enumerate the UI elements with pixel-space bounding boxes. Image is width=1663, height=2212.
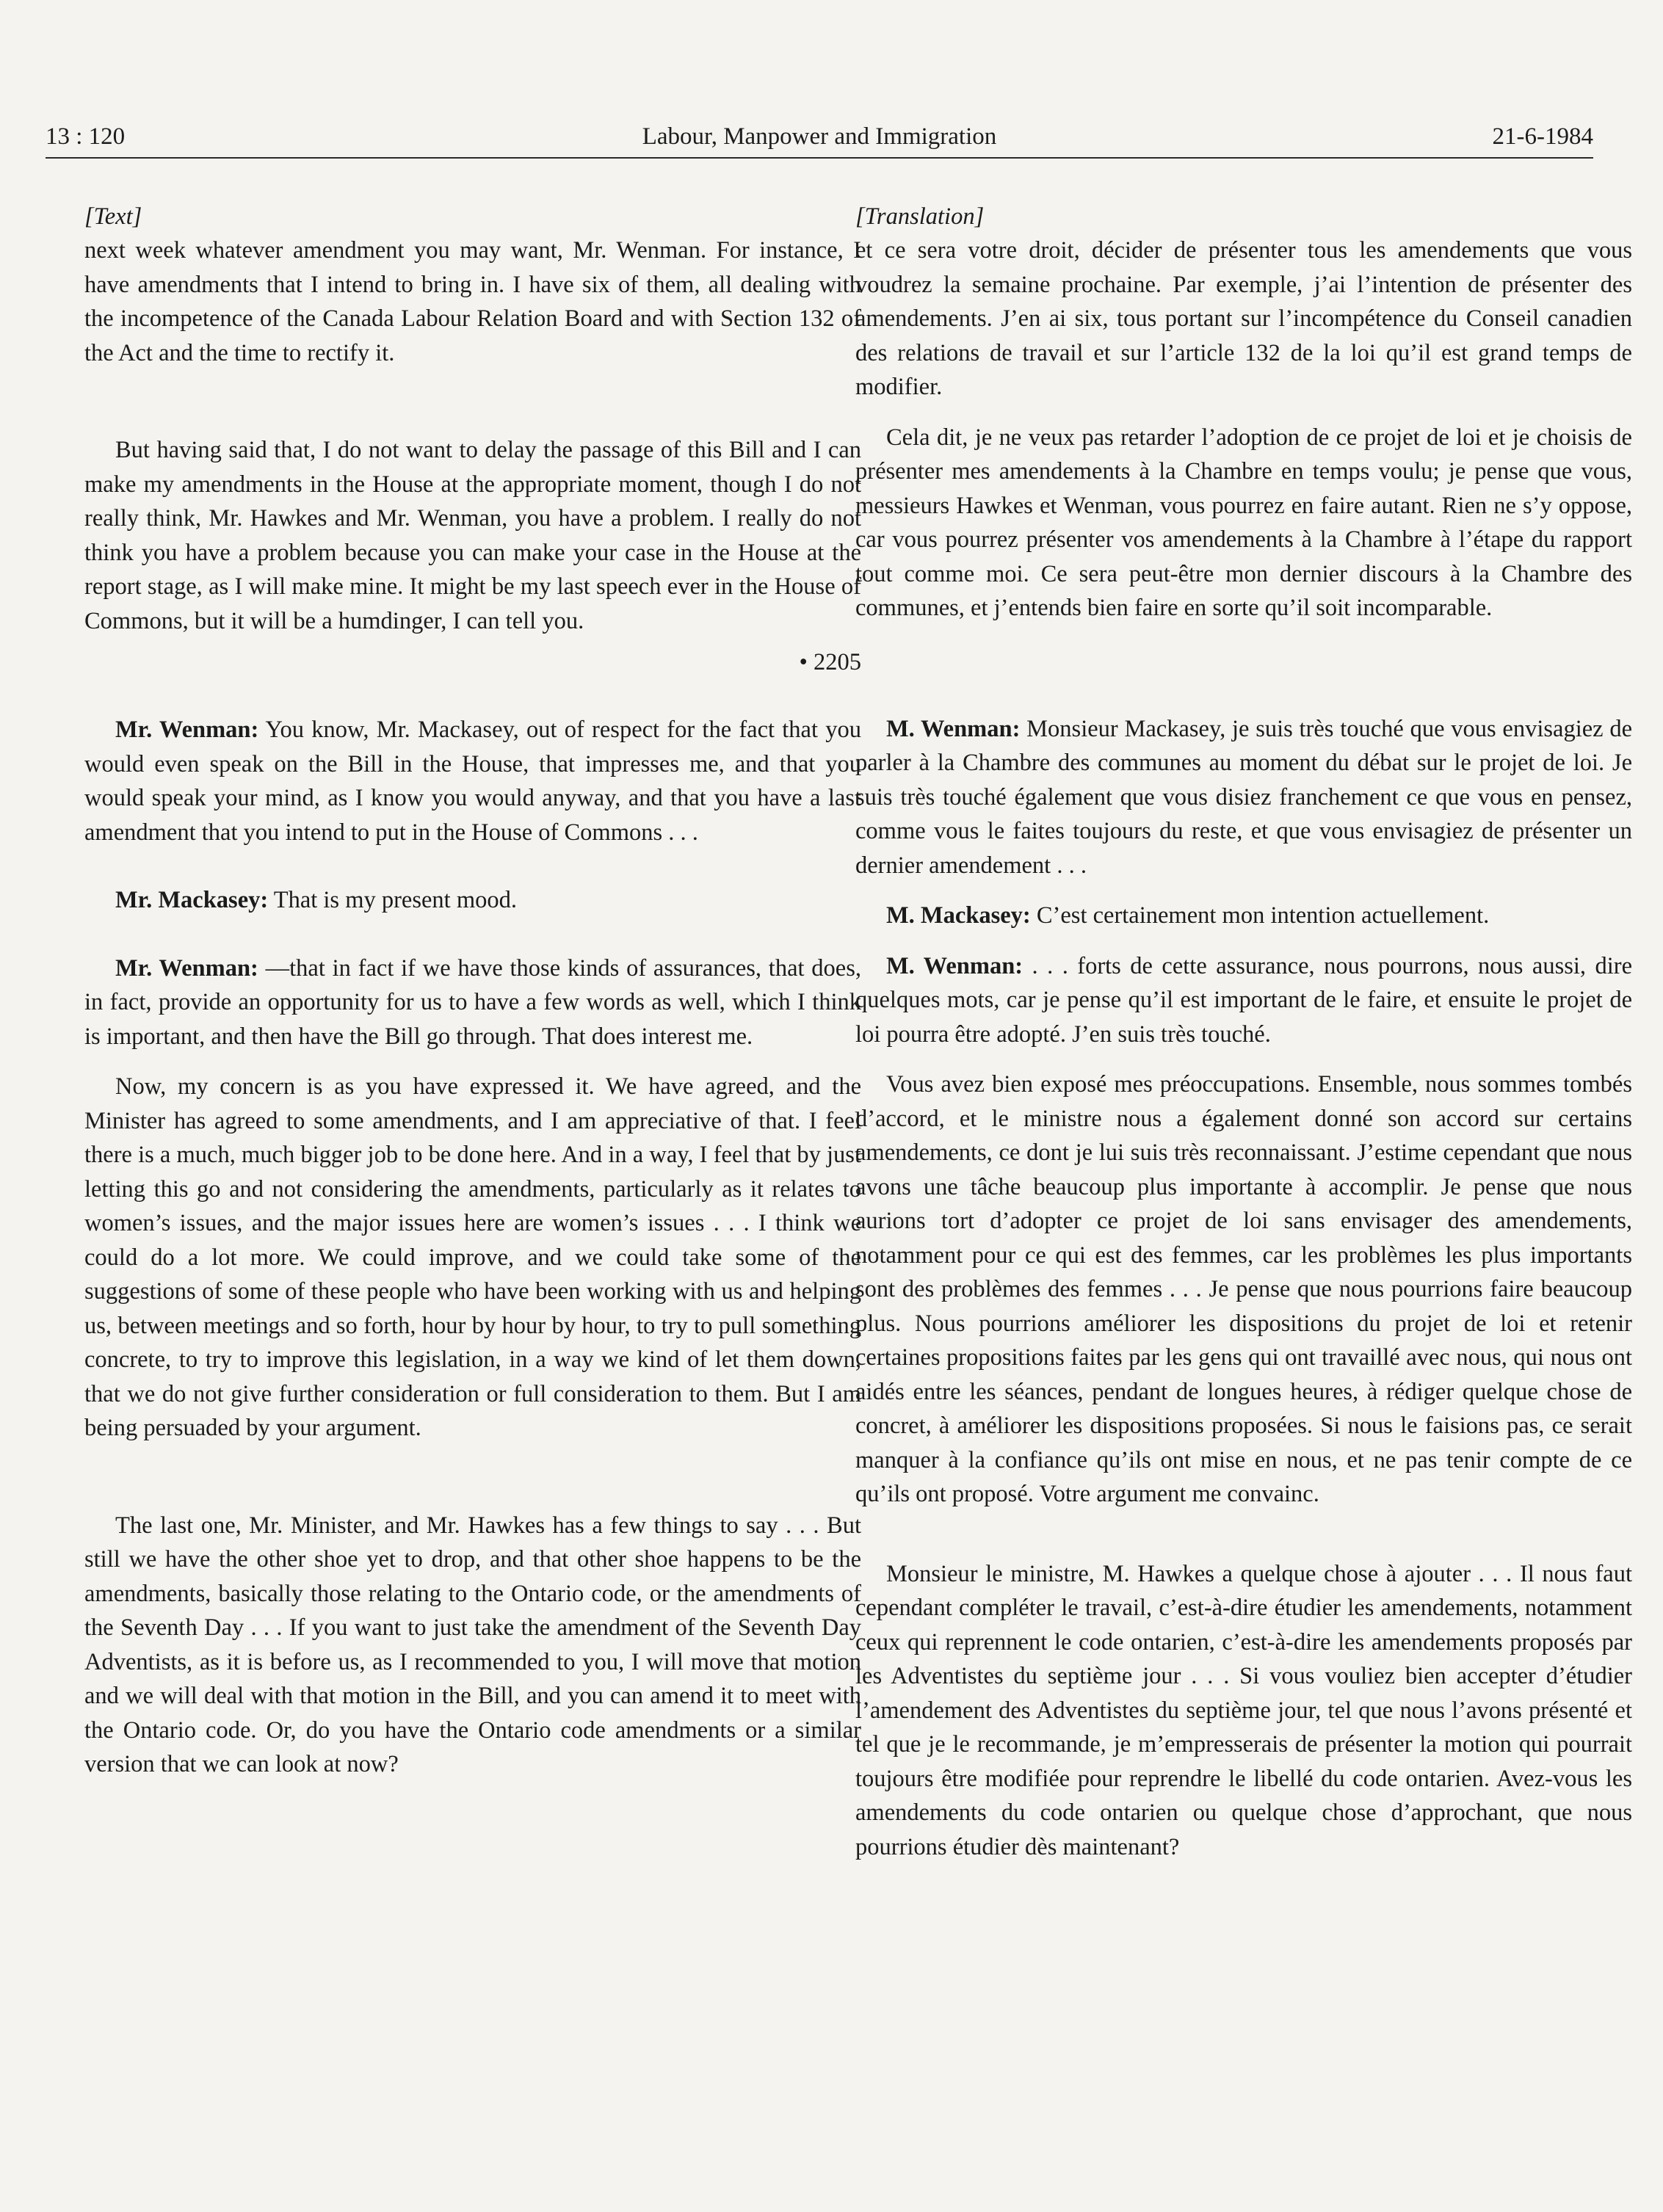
- speech-text: That is my present mood.: [268, 887, 517, 913]
- paragraph-5: [855, 949, 1632, 1052]
- speaker-name: M. Mackasey:: [886, 902, 1031, 929]
- paragraph-3: [84, 713, 861, 849]
- speech-text: You know, Mr. Mackasey, out of respect for the fact that you would even speak on the Bill in the House, that impresses me, and that you would speak your mind, as I know you would anyway, and that you have a last amendment that you intend to put in the House of Commons . . .: [84, 717, 861, 846]
- time-marker: • 2205: [799, 649, 861, 675]
- paragraph-4: [84, 883, 861, 918]
- publication-title: Labour, Manpower and Immigration: [642, 123, 997, 150]
- paragraph-2: Cela dit, je ne veux pas retarder l’adoption de ce projet de loi et je choisis de présenter mes amendements à la Chambre en temps voulu; je pense que vous, messieurs Hawkes et Wenman, vous pourrez en faire autant. Rien ne s’y oppose, car vous pourrez présenter vos amendements à la Chambre à l’étape du rapport tout comme moi. Ce sera peut-être mon dernier discours à la Chambre des communes, et j’entends bien faire en sorte qu’il soit incomparable.: [855, 424, 1632, 621]
- paragraph-6: Now, my concern is as you have expressed it. We have agreed, and the Minister has agreed to some amendments, and I am appreciative of that. I feel there is a much, much bigger job to be done here. And in a way, I feel that by just letting this go and not considering the amendments, particularly as it relates to women’s issues, and the major issues here are women’s issues . . . I think we could do a lot more. We could improve, and we could take some of the suggestions of some of these people who have been working with us and helping us, between meetings and so forth, hour by hour by hour, to try to pull something concrete, to try to improve this legislation, in a way we kind of let them down, that we do not give further consideration or full consideration to them. But I am being persuaded by your argument.: [84, 1073, 861, 1441]
- speech-text: C’est certainement mon intention actuellement.: [1030, 902, 1490, 929]
- speech-text: —that in fact if we have those kinds of assurances, that does, in fact, provide an opportunity for us to have a few words as well, which I think is important, and then have the Bill go through. That does interest me.: [84, 954, 861, 1050]
- translation-tag: [Translation]: [855, 203, 985, 230]
- speaker-name: Mr. Wenman:: [115, 954, 258, 982]
- english-column: [84, 200, 861, 1782]
- paragraph-2: But having said that, I do not want to delay the passage of this Bill and I can make my amendments in the House at the appropriate moment, though I do not really think, Mr. Hawkes and Mr. Wenman, you have a problem. I really do not think you have a problem because you can make your case in the House at the report stage, as I will make mine. It might be my last speech ever in the House of Commons, but it will be a humdinger, I can tell you.: [84, 437, 861, 634]
- speaker-name: M. Wenman:: [886, 715, 1021, 742]
- speech-text: Monsieur Mackasey, je suis très touché que vous envisagiez de parler à la Chambre des communes au moment du débat sur le projet de loi. Je suis très touché également que vous disiez franchement ce que vous en pensez, comme vous le faites toujours du reste, et que vous envisagiez de présenter un dernier amendement . . .: [855, 715, 1633, 879]
- paragraph-7: Monsieur le ministre, M. Hawkes a quelque chose à ajouter . . . Il nous faut cependant compléter le travail, c’est-à-dire étudier les amendements, notamment ceux qui reprennent le code ontarien, c’est-à-dire les amendements proposés par les Adventistes du septième jour . . . Si vous vouliez bien accepter d’étudier l’amendement des Adventistes du septième jour, tel que nous l’avons présenté et tel que je le recommande, je m’empresserais de présenter la motion qui pourrait toujours être modifiée pour reprendre le libellé du code ontarien. Avez-vous les amendements du code ontarien ou quelque chose d’approchant, que nous pourrions étudier dès maintenant?: [855, 1560, 1632, 1860]
- paragraph-4: [855, 899, 1632, 933]
- speaker-name: Mr. Wenman:: [115, 717, 259, 743]
- paragraph-6: Vous avez bien exposé mes préoccupations. Ensemble, nous sommes tombés d’accord, et le ministre nous a également donné son accord sur certains amendements, ce dont je lui suis très reconnaissant. J’estime cependant que nous avons une tâche beaucoup plus importante à accomplir. Je pense que nous aurions tort d’adopter ce projet de loi sans envisager des amendements, notamment pour ce qui est des femmes, car les problèmes les plus importants sont des problèmes des femmes . . . Je pense que nous pourrions faire beaucoup plus. Nous pourrions améliorer les dispositions du projet de loi et retenir certaines propositions faites par les gens qui ont travaillé avec nous, qui nous ont aidés entre les séances, pendant de longues heures, à rédiger quelque chose de concret, à améliorer les dispositions proposées. Si nous le faisions pas, ce serait manquer à la confiance qu’ils ont mise en nous, et ne pas tenir compte de ce qu’ils ont proposé. Votre argument me convainc.: [855, 1071, 1632, 1507]
- text-tag: [Text]: [84, 203, 142, 230]
- paragraph-1: et ce sera votre droit, décider de présenter tous les amendements que vous voudrez la semaine prochaine. Par exemple, j’ai l’intention de présenter des amendements. J’en ai six, tous portant sur l’incompétence du Conseil canadien des relations de travail et sur l’article 132 de la loi qu’il est grand temps de modifier.: [855, 237, 1632, 400]
- page-number: 13 : 120: [46, 123, 126, 150]
- paragraph-5: [84, 951, 861, 1054]
- paragraph-1: next week whatever amendment you may want, Mr. Wenman. For instance, I have amendments that I intend to bring in. I have six of them, all dealing with the incompetence of the Canada Labour Relation Board and with Section 132 of the Act and the time to rectify it.: [84, 237, 861, 366]
- paragraph-3: [855, 712, 1632, 883]
- header-date: 21-6-1984: [1492, 123, 1593, 150]
- paragraph-7: The last one, Mr. Minister, and Mr. Hawkes has a few things to say . . . But still we have the other shoe yet to drop, and that other shoe happens to be the amendments, basically those relating to the Ontario code, or the amendments of the Seventh Day . . . If you want to just take the amendment of the Seventh Day Adventists, as it is before us, as I recommended to you, I will move that motion and we will deal with that motion in the Bill, and you can amend it to meet with the Ontario code. Or, do you have the Ontario code amendments or a similar version that we can look at now?: [84, 1512, 861, 1777]
- speaker-name: M. Wenman:: [886, 952, 1023, 979]
- french-column: [855, 200, 1632, 1864]
- speech-text: . . . forts de cette assurance, nous pourrons, nous aussi, dire quelques mots, car je pense qu’il est important de le faire, et ensuite le projet de loi pourra être adopté. J’en suis très touché.: [855, 952, 1632, 1048]
- page-header: [46, 122, 1593, 159]
- speaker-name: Mr. Mackasey:: [115, 887, 269, 913]
